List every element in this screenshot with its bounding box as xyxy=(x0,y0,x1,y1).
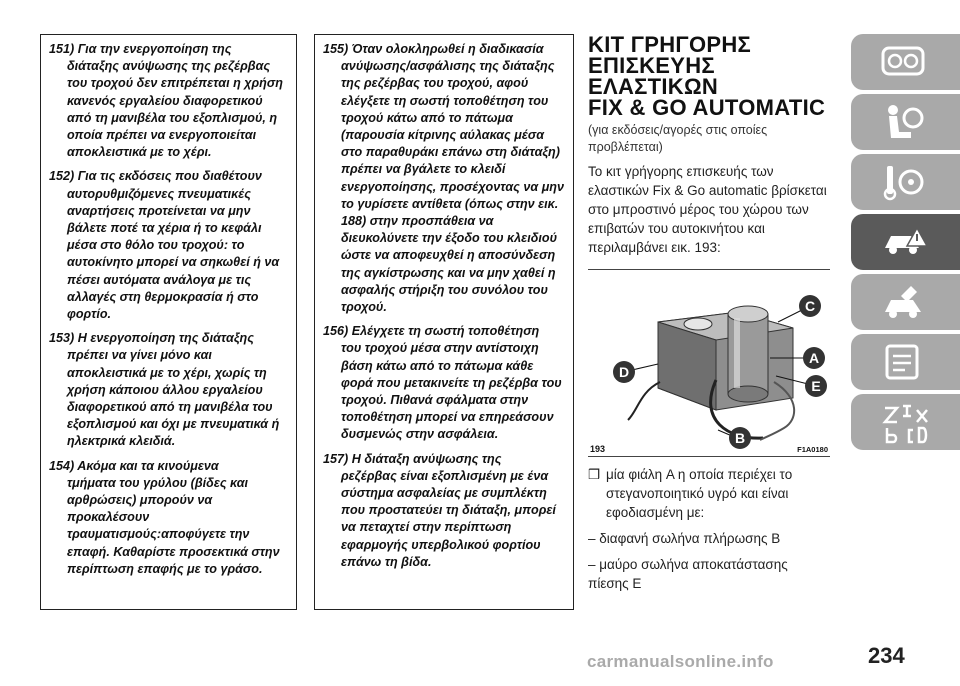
warning-text-first: Ελέγχετε τη σωστή τοποθέτηση xyxy=(351,324,540,339)
key-steering-icon xyxy=(881,162,925,202)
car-tools-icon xyxy=(881,282,929,322)
callout-B: B xyxy=(734,430,746,446)
dash-item: – μαύρο σωλήνα αποκατάστασης πίεσης E xyxy=(588,557,788,591)
warning-number: 154) xyxy=(49,458,75,473)
warning-number: 156) xyxy=(323,324,349,339)
callout-C: C xyxy=(804,298,816,314)
warning-text: διάταξης ανύψωσης της ρεζέρβας του τροχού δεν επιτρέπεται η χρήση κανενός εργαλείου διαφορετικού από τη μανιβέλα του εξοπλισμού, η οποία πρέπει να ενεργοποιείται αποκλειστικά με το χέρι. xyxy=(67,59,283,160)
watermark: carmanualsonline.info xyxy=(587,652,774,671)
checkbox-bullet-icon: ❒ xyxy=(588,467,601,482)
section-fix-and-go xyxy=(588,34,830,593)
figure-code: F1A0180 xyxy=(797,445,828,454)
tab-in-an-emergency[interactable] xyxy=(851,214,960,270)
warning-number: 151) xyxy=(49,42,75,56)
warning-text-first: Η ενεργοποίηση της διάταξης xyxy=(77,331,254,346)
warning-item xyxy=(323,323,567,443)
warning-item xyxy=(323,41,567,316)
chapter-tabs xyxy=(851,34,960,454)
bullet-text: μία φιάλη A η οποία περιέχει το στεγανοποιητικό υγρό και είναι εφοδιασμένη με: xyxy=(606,467,793,520)
warning-text-first: Για την ενεργοποίηση της xyxy=(77,42,232,56)
warning-text: ρεζέρβας είναι εξοπλισμένη με ένα σύστημα ασφαλείας με συμπλέκτη που προστατεύει τη διάταξη, μπορεί να πεταχτεί στην περίπτωση εφαρμογής υπερβολικού φορτίου επάνω τη βίδα. xyxy=(341,468,556,569)
warning-item xyxy=(49,41,290,161)
section-title-line: FIX & GO AUTOMATIC xyxy=(588,95,826,120)
warning-number: 152) xyxy=(49,169,75,184)
warning-text: του τροχού μέσα στην αντίστοιχη βάση κάτω από το πάτωμα κάθε φορά που μετακινείτε τη ρεζέρβα του τροχού. Πιθανά σφάλματα στην τοποθέτηση μπορεί να επηρεάσουν δυσμενώς στην ασφάλεια. xyxy=(341,341,562,442)
tab-index[interactable] xyxy=(851,394,960,450)
callout-E: E xyxy=(811,378,821,394)
warning-text-first: Η διάταξη ανύψωσης της xyxy=(351,451,502,466)
tab-starting-driving[interactable] xyxy=(851,154,960,210)
maintenance-list-icon xyxy=(881,342,925,382)
tab-servicing[interactable] xyxy=(851,274,960,330)
index-letters-icon xyxy=(881,402,929,446)
section-title-line: ΕΠΙΣΚΕΥΗΣ ΕΛΑΣΤΙΚΩΝ xyxy=(588,53,719,99)
car-warning-icon xyxy=(881,222,929,262)
page-number: 234 xyxy=(868,643,905,668)
warning-item xyxy=(49,458,290,578)
warning-number: 153) xyxy=(49,331,75,346)
warning-item xyxy=(49,168,290,323)
callout-A: A xyxy=(808,350,820,366)
warning-text: αυτορυθμιζόμενες πνευματικές αναρτήσεις προτείνεται να μην βάλετε ποτέ τα χέρια ή το κεφάλι μέσα στο θόλο του τροχού: το αυτοκίνητο μπορεί να σηκωθεί ή να πέσει αυτόματα ανάλογα με τις αλλαγές στη θερμοκρασία ή στο φορτίο. xyxy=(67,186,280,322)
callout-D: D xyxy=(618,364,630,380)
warning-text-first: Για τις εκδόσεις που διαθέτουν xyxy=(77,169,262,184)
section-title-line: ΚΙΤ ΓΡΗΓΟΡΗΣ xyxy=(588,32,752,57)
figure-193 xyxy=(588,269,830,457)
dashboard-icon xyxy=(881,42,925,82)
warning-text: τμήματα του γρύλου (βίδες και αρθρώσεις) μπορούν να προκαλέσουν τραυματισμούς:αποφύγετε την επαφή. Καθαρίστε προσεκτικά στην περίπτωση επαφής με το γράσο. xyxy=(67,475,280,576)
airbag-seat-icon xyxy=(881,102,925,142)
section-body: Το κιτ γρήγορης επισκευής των ελαστικών Fix & Go automatic βρίσκεται στο μπροστινό μέρος του χώρου των επιβατών του αυτοκινήτου και περιλαμβάνει εικ. 193: xyxy=(588,164,827,255)
warning-text-first: Ακόμα και τα κινούμενα xyxy=(77,458,219,473)
warning-number: 157) xyxy=(323,451,349,466)
tab-safety[interactable] xyxy=(851,94,960,150)
tab-dashboard[interactable] xyxy=(851,34,960,90)
compressor-kit-illustration xyxy=(588,270,830,456)
warnings-box-right xyxy=(314,34,574,610)
warning-number: 155) xyxy=(323,42,349,56)
dash-item: – διαφανή σωλήνα πλήρωσης B xyxy=(588,531,781,546)
warnings-box-left xyxy=(40,34,297,610)
warning-text: ανύψωσης/ασφάλισης της διάταξης της ρεζέρβας του τροχού, αφού ελέγξετε τη σωστή τοποθέτηση του τροχού κάτω από το πάτωμα (παρουσία κίτρινης αύλακας μέσα στο παραθυράκι επάνω στη διάταξη) πρέπει να βγάλετε το κλειδί ενεργοποίησης, προσέχοντας να μην το γυρίσετε αντίθετα (όπως στην εικ. 188) στην προσπάθεια να διευκολύνετε την έξοδο του κλειδιού ώστε να αποφευχθεί η αποσύνδεση της αγκίστρωσης και να μην χαθεί η ασφαλής στήριξη του συνόλου του τροχού. xyxy=(341,59,564,315)
warning-text-first: Όταν ολοκληρωθεί η διαδικασία xyxy=(351,42,544,56)
tab-technical-data[interactable] xyxy=(851,334,960,390)
section-title xyxy=(588,34,830,118)
bullet-item xyxy=(588,465,830,522)
warning-item xyxy=(323,451,567,571)
figure-number: 193 xyxy=(590,444,606,454)
warning-item xyxy=(49,330,290,450)
warning-text: πρέπει να γίνει μόνο και αποκλειστικά με το χέρι, χωρίς τη χρήση κάποιου άλλου εργαλείου διαφορετικού από τη μανιβέλα του εξοπλισμού και όχι με πνευματικά ή ηλεκτρικά κλειδιά. xyxy=(67,348,280,449)
section-subtitle: (για εκδόσεις/αγορές στις οποίες προβλέπεται) xyxy=(588,123,768,154)
